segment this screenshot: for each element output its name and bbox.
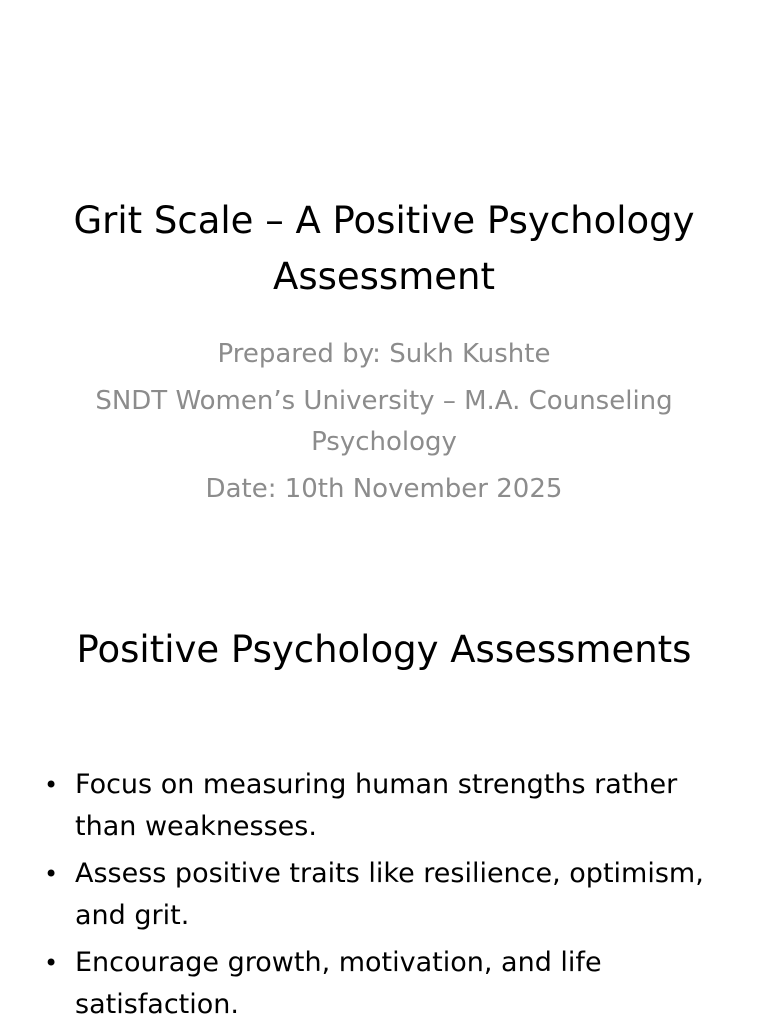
bullet-text: Focus on measuring human strengths rather than weaknesses.: [75, 769, 678, 842]
slide-subtitle: [90, 334, 678, 516]
bullet-text: Assess positive traits like resilience, optimism, and grit.: [75, 858, 704, 931]
bullet-icon: •: [44, 949, 59, 977]
university-line: SNDT Women’s University – M.A. Counseling Psychology: [95, 386, 673, 457]
prepared-by-line: Prepared by: Sukh Kushte: [217, 339, 551, 369]
bullet-item: [40, 764, 730, 848]
section-title: Positive Psychology Assessments: [76, 628, 692, 671]
bullet-item: [40, 942, 730, 1024]
date-line: Date: 10th November 2025: [205, 474, 563, 504]
bullet-icon: •: [44, 860, 59, 888]
bullet-icon: •: [44, 771, 59, 799]
bullet-list: [40, 764, 730, 1024]
bullet-item: [40, 853, 730, 937]
bullet-text: Encourage growth, motivation, and life satisfaction.: [75, 947, 602, 1020]
slide-title: Grit Scale – A Positive Psychology Assessment: [73, 199, 695, 298]
